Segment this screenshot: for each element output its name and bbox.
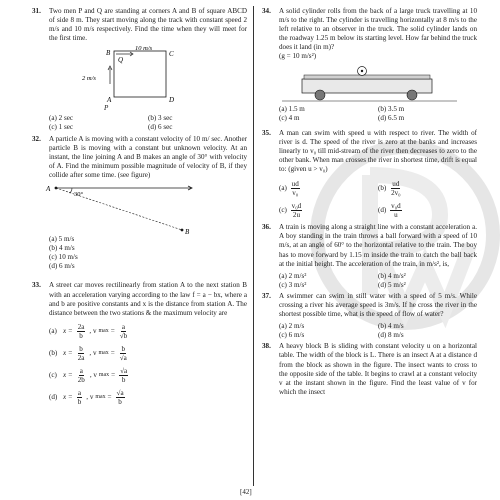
q31-options	[32, 114, 247, 132]
option-c[interactable]: (c) 10 m/s	[49, 253, 78, 262]
right-column	[262, 7, 477, 400]
page-number: [42]	[240, 488, 252, 496]
option-a[interactable]: (a) 2 m/s²	[279, 271, 307, 280]
option-d[interactable]: (d) x = $\frac{a}{b}$ , v max = $\frac{√a}{b}$	[49, 389, 124, 407]
gravity-note: (g = 10 m/s²)	[279, 52, 317, 61]
question-number: 31.	[32, 7, 41, 15]
question-31	[32, 7, 247, 43]
option-c[interactable]: (c) 3 m/s²	[279, 280, 307, 289]
q34-options	[262, 105, 477, 123]
question-text: A solid cylinder rolls from the back of a large truck travelling at 10 m/s to the right. The cylinder is travelling horizontally at 8 m/s to the left relative to an observer in the truck. The solid cylinder lands on the roadway 1.25 m below its starting level. How far behind the truck does it land (in m)?	[279, 7, 477, 52]
question-number: 35.	[262, 128, 271, 137]
option-b[interactable]: (b) 4 m/s	[49, 244, 75, 253]
option-c[interactable]: (c) $\frac{\text{v₀d}}{2u}$	[279, 201, 302, 219]
option-d[interactable]: (d) 6 sec	[148, 123, 173, 132]
truck-cylinder-figure	[262, 65, 477, 105]
question-number: 38.	[262, 342, 271, 351]
question-text: A swimmer can swim in still water with a speed of 5 m/s. While crossing a river his average speed is 3m/s. If he cross the river in the shortest possible time, what is the speed of flow of water?	[279, 291, 477, 319]
option-b[interactable]: (b) 4 m/s²	[378, 271, 406, 280]
label-P: P	[104, 104, 109, 113]
option-b[interactable]: (b) x = $\frac{b}{2a}$ , v max = $\frac{b}{√a}$	[49, 345, 127, 363]
label-angle: 30°	[74, 191, 84, 199]
label-speed-P: 2 m/s	[82, 75, 96, 83]
option-a[interactable]: (a) x = $\frac{2a}{b}$ , v max = $\frac{a}{√b}$	[49, 323, 128, 341]
option-a[interactable]: (a) 1.5 m	[279, 104, 305, 113]
label-speed-Q: 10 m/s	[135, 46, 153, 53]
option-c[interactable]: (c) 6 m/s	[279, 331, 305, 340]
question-number: 33.	[32, 281, 41, 290]
question-number: 34.	[262, 7, 271, 15]
option-d[interactable]: (d) 6.5 m	[378, 113, 405, 122]
option-c[interactable]: (c) 1 sec	[49, 123, 74, 132]
option-c[interactable]: (c) 4 m	[279, 113, 300, 122]
label-B: B	[185, 228, 190, 236]
option-a[interactable]: (a) 2 m/s	[279, 322, 305, 331]
q37-options	[262, 322, 477, 340]
option-c[interactable]: (c) x = $\frac{a}{2b}$ , v max = $\frac{√a}{b}$	[49, 367, 128, 385]
question-text: A street car moves rectilinearly from station A to the next station B with an acceleration varying according to the law f = a − bx, where a and b are positive constants and x is the distance from station A. The distance between the two stations & the maximum velocity are	[49, 281, 247, 317]
question-text: A heavy block B is sliding with constant velocity u on a horizontal table. The width of the block is L. There is an insect A at a distance d from the block as shown in the figure. The insect wants to cross to the opposite side of the table. It begins to crawl at a constant velocity v at the instant shown in the figure. Find the least value of v for which the insect	[279, 342, 477, 396]
question-text: A man can swim with speed u with respect to river. The width of river is d. The speed of the river is zero at the banks and increases linearly to v₀ till mid-stream of the river then decreases to zero to the other bank. When man crosses the river in shortest time, drift is equal to: (given u > v₀)	[279, 128, 477, 174]
label-Q: Q	[118, 56, 124, 65]
option-d[interactable]: (d) 6 m/s	[49, 262, 75, 271]
option-d[interactable]: (d) 8 m/s	[378, 331, 404, 340]
label-B: B	[106, 49, 111, 58]
label-A: A	[46, 185, 51, 194]
question-32	[32, 135, 247, 180]
question-number: 36.	[262, 223, 271, 232]
option-b[interactable]: (b) 3 sec	[148, 114, 173, 123]
option-b[interactable]: (b) $\frac{ud}{\text{2v₀}}$	[378, 179, 401, 197]
label-A: A	[107, 96, 112, 105]
question-text: A train is moving along a straight line with a constant acceleration a. A boy standing in the train throws a ball forward with a speed of 10 m/s, at an angle of 60° to the horizontal relative to the train. The boy has to move forward by 1.15 m inside the train to catch the ball back at the initial height. The acceleration of the train, in m/s², is,	[279, 223, 477, 268]
q32-options	[32, 235, 247, 271]
question-33	[32, 281, 247, 317]
square-track-figure	[32, 46, 247, 106]
question-text: Two men P and Q are standing at corners A and B of square ABCD of side 8 m. They start moving along the track with constant speed 2 m/s and 10 m/s respectively. Find the time when they will meet for the first time.	[49, 7, 247, 43]
collision-figure	[32, 183, 247, 235]
question-number: 32.	[32, 134, 41, 143]
column-divider	[253, 6, 254, 486]
question-text: A particle A is moving with a constant velocity of 10 m/ sec. Another particle B is moving with a constant but unknown velocity. At an instant, the line joining A and B makes an angle of 30° with velocity of A. Find the minimum possible magnitude of velocity of B, if they collide after some time. (see figure)	[49, 134, 247, 179]
option-a[interactable]: (a) 5 m/s	[49, 235, 75, 244]
q33-options	[32, 321, 247, 409]
label-C: C	[169, 50, 174, 59]
question-35	[262, 129, 477, 174]
question-number: 37.	[262, 291, 271, 300]
question-36	[262, 223, 477, 268]
option-a[interactable]: (a) 2 sec	[49, 114, 74, 123]
option-a[interactable]: (a) $\frac{ud}{\text{v₀}}$	[279, 179, 299, 197]
option-d[interactable]: (d) 5 m/s²	[378, 280, 406, 289]
label-D: D	[169, 96, 175, 105]
left-column	[32, 7, 247, 409]
q36-options	[262, 272, 477, 290]
question-34	[262, 7, 477, 62]
q35-options	[262, 177, 477, 221]
question-37	[262, 292, 477, 319]
option-b[interactable]: (b) 4 m/s	[378, 322, 404, 331]
question-38	[262, 342, 477, 397]
option-d[interactable]: (d) $\frac{\text{v₀d}}{u}$	[378, 201, 401, 219]
option-b[interactable]: (b) 3.5 m	[378, 104, 405, 113]
